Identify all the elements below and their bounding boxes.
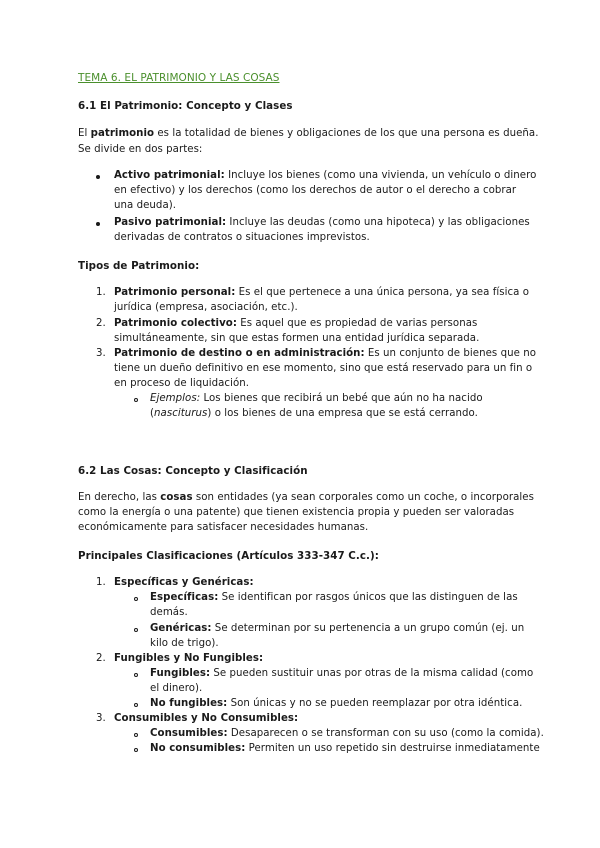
consumibles-line-1: Consumibles: Desaparecen o se transforman con su uso (como la comida).	[150, 728, 544, 739]
clasificaciones-heading: Principales Clasificaciones (Artículos 333-347 C.c.):	[78, 550, 379, 562]
tipo-3-line-1: Patrimonio de destino o en administración: Es un conjunto de bienes que no	[114, 348, 536, 359]
pasivo-line-2: derivadas de contratos o situaciones imprevistos.	[114, 232, 370, 243]
fungibles-line-1: Fungibles: Se pueden sustituir unas por otras de la misma calidad (como	[150, 668, 534, 679]
patrimonio-intro-line-2: Se divide en dos partes:	[78, 144, 203, 155]
circle-bullet-genericas	[134, 628, 138, 632]
cosas-intro-line-3: económicamente para satisfacer necesidades humanas.	[78, 522, 369, 533]
tipo-3-line-2: tiene un dueño definitivo en ese momento, sino que está reservado para un fin o	[114, 363, 533, 374]
tipo-2-number: 2.	[96, 318, 106, 329]
tipo-2-line-1: Patrimonio colectivo: Es aquel que es propiedad de varias personas	[114, 318, 478, 329]
circle-bullet-ejemplos	[134, 398, 138, 402]
section-6-2-heading: 6.2 Las Cosas: Concepto y Clasificación	[78, 465, 308, 477]
tipo-3-number: 3.	[96, 348, 106, 359]
tipo-1-number: 1.	[96, 287, 106, 298]
circle-bullet-no-fungibles	[134, 703, 138, 707]
clas-2-label: Fungibles y No Fungibles:	[114, 653, 264, 664]
tipo-2-line-2: simultáneamente, sin que estas formen una entidad jurídica separada.	[114, 333, 480, 344]
activo-line-3: una deuda).	[114, 200, 177, 211]
cosas-intro-line-1: En derecho, las cosas son entidades (ya sean corporales como un coche, o incorporales	[78, 492, 534, 503]
clas-3-label: Consumibles y No Consumibles:	[114, 713, 299, 724]
patrimonio-intro-line-1: El patrimonio es la totalidad de bienes y obligaciones de los que una persona es dueña.	[78, 128, 539, 139]
especificas-line-2: demás.	[150, 607, 188, 618]
tipos-heading: Tipos de Patrimonio:	[78, 260, 200, 272]
activo-line-2: en efectivo) y los derechos (como los derechos de autor o el derecho a cobrar	[114, 185, 517, 196]
circle-bullet-consumibles	[134, 733, 138, 737]
bullet-activo	[96, 175, 100, 179]
document-title: TEMA 6. EL PATRIMONIO Y LAS COSAS	[78, 72, 280, 84]
especificas-line-1: Específicas: Se identifican por rasgos únicos que las distinguen de las	[150, 592, 518, 603]
cosas-intro-line-2: como la energía o una patente) que tienen existencia propia y pueden ser valoradas	[78, 507, 515, 518]
fungibles-line-2: el dinero).	[150, 683, 203, 694]
section-6-1-heading: 6.1 El Patrimonio: Concepto y Clases	[78, 100, 293, 112]
clas-3-number: 3.	[96, 713, 106, 724]
tipo-1-line-1: Patrimonio personal: Es el que pertenece a una única persona, ya sea física o	[114, 287, 529, 298]
bullet-pasivo	[96, 222, 100, 226]
circle-bullet-especificas	[134, 597, 138, 601]
no-consumibles-line-1: No consumibles: Permiten un uso repetido sin destruirse inmediatamente	[150, 743, 540, 754]
genericas-line-2: kilo de trigo).	[150, 638, 219, 649]
no-fungibles-line-1: No fungibles: Son únicas y no se pueden reemplazar por otra idéntica.	[150, 698, 523, 709]
genericas-line-1: Genéricas: Se determinan por su pertenencia a un grupo común (ej. un	[150, 623, 525, 634]
tipo-3-line-3: en proceso de liquidación.	[114, 378, 250, 389]
clas-1-number: 1.	[96, 577, 106, 588]
circle-bullet-no-consumibles	[134, 748, 138, 752]
tipo-1-line-2: jurídica (empresa, asociación, etc.).	[114, 302, 298, 313]
ejemplos-line-1: Ejemplos: Los bienes que recibirá un bebé que aún no ha nacido	[150, 393, 483, 404]
circle-bullet-fungibles	[134, 673, 138, 677]
pasivo-line-1: Pasivo patrimonial: Incluye las deudas (como una hipoteca) y las obligaciones	[114, 217, 530, 228]
activo-line-1: Activo patrimonial: Incluye los bienes (como una vivienda, un vehículo o dinero	[114, 170, 537, 181]
clas-1-label: Específicas y Genéricas:	[114, 577, 254, 588]
ejemplos-line-2: (nasciturus) o los bienes de una empresa que se está cerrando.	[150, 408, 478, 419]
clas-2-number: 2.	[96, 653, 106, 664]
